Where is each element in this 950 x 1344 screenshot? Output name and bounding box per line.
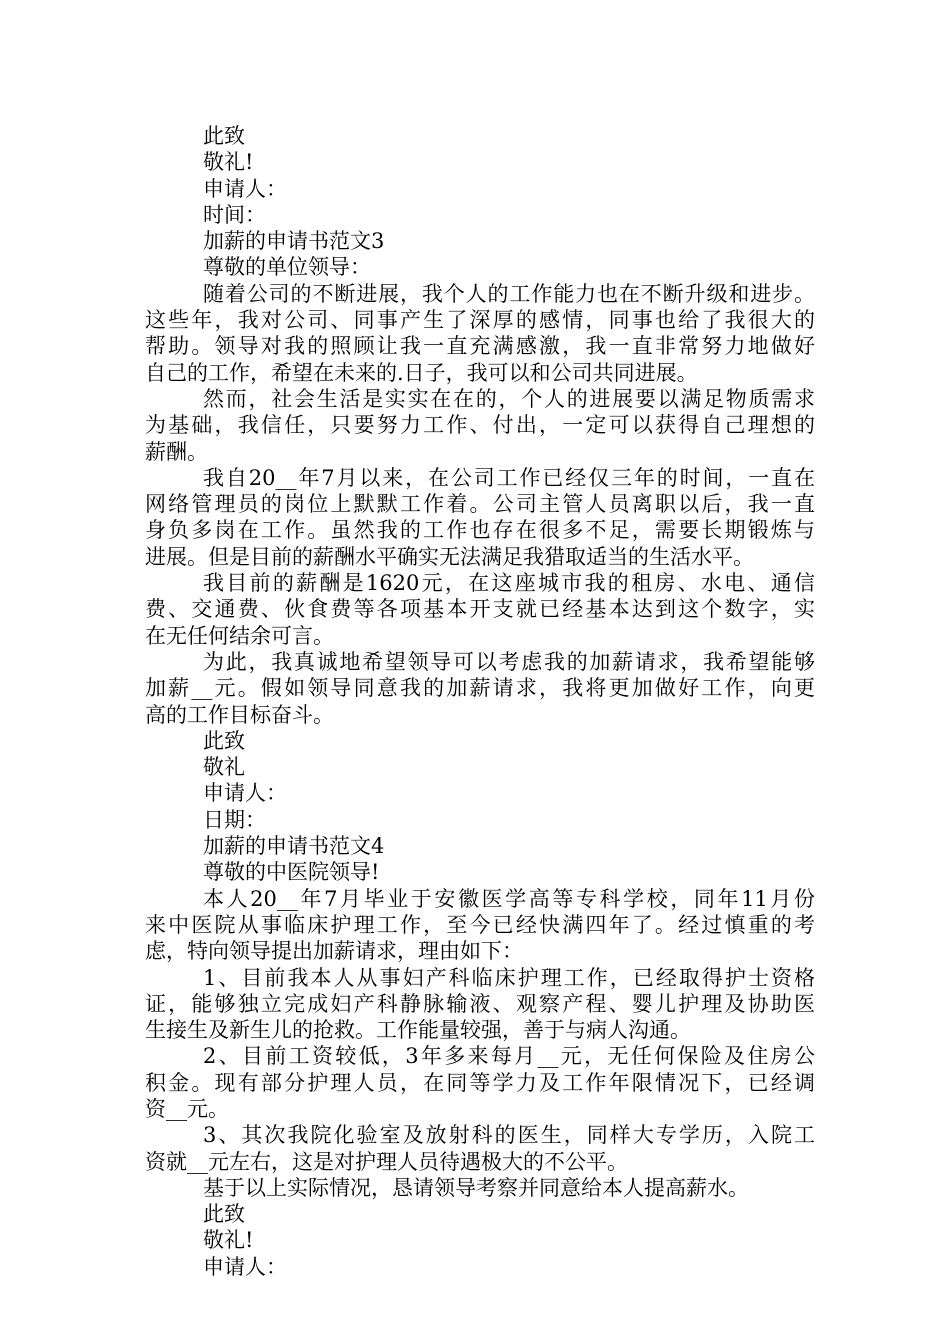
paragraph-line: 薪酬。 [145,439,208,464]
paragraph-line: 2、目前工资较低，3年多来每月__元，无任何保险及住房公 [203,1044,815,1069]
paragraph-line: 生接生及新生儿的抢救。工作能量较强，善于与病人沟通。 [145,1018,691,1043]
paragraph-line: 帮助。领导对我的照顾让我一直充满感激，我一直非常努力地做好 [145,334,815,359]
paragraph-line: 积金。现有部分护理人员，在同等学力及工作年限情况下，已经调 [145,1070,815,1095]
applicant-line: 申请人： [203,1254,287,1279]
paragraph-line: 为此，我真诚地希望领导可以考虑我的加薪请求，我希望能够 [203,649,815,674]
section-title: 加薪的申请书范文3 [203,229,385,254]
applicant-line: 申请人： [203,781,287,806]
paragraph-line: 在无任何结余可言。 [145,623,334,648]
paragraph-line: 费、交通费、伙食费等各项基本开支就已经基本达到这个数字，实 [145,597,815,622]
paragraph-line: 自己的工作，希望在未来的.日子，我可以和公司共同进展。 [145,360,698,385]
paragraph-line: 资就__元左右，这是对护理人员待遇极大的不公平。 [145,1149,628,1174]
paragraph-line: 资__元。 [145,1096,229,1121]
paragraph-line: 1、目前我本人从事妇产科临床护理工作，已经取得护士资格 [203,965,815,990]
time-line: 时间： [203,202,266,227]
greeting-line: 尊敬的单位领导： [203,255,371,280]
salutation-line: 敬礼! [203,150,254,175]
paragraph-line: 然而，社会生活是实实在在的，个人的进展要以满足物质需求 [203,386,815,411]
paragraph-line: 进展。但是目前的薪酬水平确实无法满足我猎取适当的生活水平。 [145,544,754,569]
paragraph-line: 我目前的薪酬是1620元，在这座城市我的租房、水电、通信 [203,571,815,596]
closing-line: 此致 [203,728,245,753]
paragraph-line: 高的工作目标奋斗。 [145,702,334,727]
paragraph-line: 我自20__年7月以来，在公司工作已经仅三年的时间，一直在 [203,465,815,490]
greeting-line: 尊敬的中医院领导! [203,860,380,885]
paragraph-line: 身负多岗在工作。虽然我的工作也存在很多不足，需要长期锻炼与 [145,518,815,543]
closing-line: 此致 [203,1202,245,1227]
paragraph-line: 证，能够独立完成妇产科静脉输液、观察产程、婴儿护理及协助医 [145,991,815,1016]
paragraph-line: 本人20__年7月毕业于安徽医学高等专科学校，同年11月份 [203,886,815,911]
date-line: 日期： [203,807,266,832]
paragraph-line: 为基础，我信任，只要努力工作、付出，一定可以获得自己理想的 [145,413,815,438]
paragraph-line: 这些年，我对公司、同事产生了深厚的感情，同事也给了我很大的 [145,308,815,333]
applicant-line: 申请人： [203,176,287,201]
paragraph-line: 虑，特向领导提出加薪请求，理由如下： [145,939,523,964]
salutation-line: 敬礼! [203,1228,254,1253]
closing-line: 此致 [203,124,245,148]
paragraph-line: 3、其次我院化验室及放射科的医生，同样大专学历，入院工 [203,1123,815,1148]
section-title: 加薪的申请书范文4 [203,834,385,859]
paragraph-line: 来中医院从事临床护理工作，至今已经快满四年了。经过慎重的考 [145,912,815,937]
salutation-line: 敬礼 [203,755,245,780]
document-body [145,123,815,1280]
paragraph-line: 随着公司的不断进展，我个人的工作能力也在不断升级和进步。 [203,281,815,306]
paragraph-line: 加薪__元。假如领导同意我的加薪请求，我将更加做好工作，向更 [145,676,815,701]
paragraph-line: 网络管理员的岗位上默默工作着。公司主管人员离职以后，我一直 [145,492,815,517]
paragraph-line: 基于以上实际情况，恳请领导考察并同意给本人提高薪水。 [203,1175,749,1200]
